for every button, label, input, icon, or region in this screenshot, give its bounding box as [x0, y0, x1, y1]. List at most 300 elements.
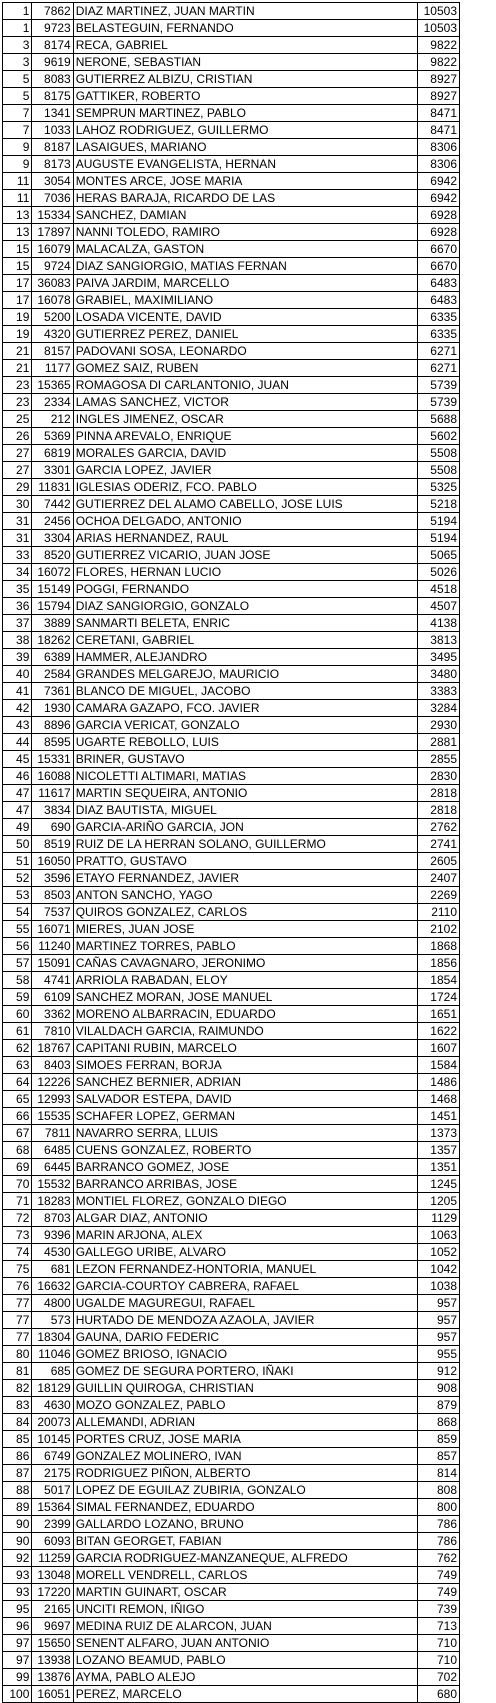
points-cell: 4507 — [417, 598, 459, 615]
points-cell: 1205 — [417, 1193, 459, 1210]
player-name-cell: LOSADA VICENTE, DAVID — [73, 309, 417, 326]
rank-cell: 30 — [3, 496, 32, 513]
player-name-cell: DIAZ SANGIORGIO, MATIAS FERNAN — [73, 258, 417, 275]
player-name-cell: RUIZ DE LA HERRAN SOLANO, GUILLERMO — [73, 836, 417, 853]
table-row — [3, 768, 460, 785]
rank-cell: 21 — [3, 343, 32, 360]
license-number-cell: 681 — [32, 1261, 73, 1278]
license-number-cell: 9619 — [32, 54, 73, 71]
table-row — [3, 139, 460, 156]
table-row — [3, 836, 460, 853]
table-row — [3, 1397, 460, 1414]
player-name-cell: HAMMER, ALEJANDRO — [73, 649, 417, 666]
points-cell: 5602 — [417, 428, 459, 445]
points-cell: 8927 — [417, 71, 459, 88]
points-cell: 800 — [417, 1499, 459, 1516]
rank-cell: 9 — [3, 156, 32, 173]
table-row — [3, 224, 460, 241]
table-row — [3, 921, 460, 938]
license-number-cell: 5369 — [32, 428, 73, 445]
license-number-cell: 8896 — [32, 717, 73, 734]
points-cell: 10503 — [417, 3, 459, 20]
player-name-cell: BELASTEGUIN, FERNANDO — [73, 20, 417, 37]
rank-cell: 15 — [3, 258, 32, 275]
rank-cell: 55 — [3, 921, 32, 938]
table-row — [3, 666, 460, 683]
player-name-cell: SANMARTI BELETA, ENRIC — [73, 615, 417, 632]
rank-cell: 63 — [3, 1057, 32, 1074]
points-cell: 2407 — [417, 870, 459, 887]
rank-cell: 93 — [3, 1584, 32, 1601]
rank-cell: 85 — [3, 1431, 32, 1448]
license-number-cell: 3054 — [32, 173, 73, 190]
table-row — [3, 581, 460, 598]
license-number-cell: 10145 — [32, 1431, 73, 1448]
points-cell: 1357 — [417, 1142, 459, 1159]
rank-cell: 61 — [3, 1023, 32, 1040]
table-row — [3, 1567, 460, 1584]
points-cell: 9822 — [417, 37, 459, 54]
license-number-cell: 12226 — [32, 1074, 73, 1091]
license-number-cell: 16072 — [32, 564, 73, 581]
player-name-cell: NANNI TOLEDO, RAMIRO — [73, 224, 417, 241]
license-number-cell: 9723 — [32, 20, 73, 37]
points-cell: 9822 — [417, 54, 459, 71]
points-cell: 814 — [417, 1465, 459, 1482]
points-cell: 6670 — [417, 241, 459, 258]
player-name-cell: FLORES, HERNAN LUCIO — [73, 564, 417, 581]
points-cell: 8306 — [417, 139, 459, 156]
license-number-cell: 3362 — [32, 1006, 73, 1023]
rank-cell: 33 — [3, 547, 32, 564]
license-number-cell: 16050 — [32, 853, 73, 870]
rank-cell: 11 — [3, 173, 32, 190]
rank-cell: 5 — [3, 88, 32, 105]
table-row — [3, 1125, 460, 1142]
table-row — [3, 1006, 460, 1023]
rank-cell: 1 — [3, 20, 32, 37]
points-cell: 710 — [417, 1635, 459, 1652]
rank-cell: 99 — [3, 1669, 32, 1686]
table-row — [3, 1261, 460, 1278]
table-row — [3, 88, 460, 105]
points-cell: 702 — [417, 1669, 459, 1686]
license-number-cell: 17220 — [32, 1584, 73, 1601]
table-row — [3, 530, 460, 547]
points-cell: 908 — [417, 1380, 459, 1397]
points-cell: 8306 — [417, 156, 459, 173]
license-number-cell: 690 — [32, 819, 73, 836]
license-number-cell: 13876 — [32, 1669, 73, 1686]
license-number-cell: 11831 — [32, 479, 73, 496]
rank-cell: 60 — [3, 1006, 32, 1023]
rank-cell: 38 — [3, 632, 32, 649]
table-row — [3, 1448, 460, 1465]
table-row — [3, 1601, 460, 1618]
points-cell: 6335 — [417, 326, 459, 343]
rank-cell: 69 — [3, 1159, 32, 1176]
points-cell: 1651 — [417, 1006, 459, 1023]
points-cell: 1486 — [417, 1074, 459, 1091]
license-number-cell: 4741 — [32, 972, 73, 989]
license-number-cell: 8503 — [32, 887, 73, 904]
rank-cell: 64 — [3, 1074, 32, 1091]
rank-cell: 21 — [3, 360, 32, 377]
points-cell: 957 — [417, 1295, 459, 1312]
points-cell: 2830 — [417, 768, 459, 785]
table-row — [3, 700, 460, 717]
points-cell: 5026 — [417, 564, 459, 581]
player-name-cell: ALLEMANDI, ADRIAN — [73, 1414, 417, 1431]
points-cell: 6942 — [417, 173, 459, 190]
table-row — [3, 1244, 460, 1261]
license-number-cell: 2165 — [32, 1601, 73, 1618]
license-number-cell: 8174 — [32, 37, 73, 54]
rank-cell: 72 — [3, 1210, 32, 1227]
rank-cell: 13 — [3, 224, 32, 241]
license-number-cell: 8703 — [32, 1210, 73, 1227]
table-row — [3, 1584, 460, 1601]
rank-cell: 15 — [3, 241, 32, 258]
license-number-cell: 2334 — [32, 394, 73, 411]
player-name-cell: GOMEZ BRIOSO, IGNACIO — [73, 1346, 417, 1363]
player-name-cell: CAÑAS CAVAGNARO, JERONIMO — [73, 955, 417, 972]
rank-cell: 89 — [3, 1499, 32, 1516]
rank-cell: 70 — [3, 1176, 32, 1193]
player-name-cell: GOMEZ DE SEGURA PORTERO, IÑAKI — [73, 1363, 417, 1380]
player-name-cell: BLANCO DE MIGUEL, JACOBO — [73, 683, 417, 700]
points-cell: 2110 — [417, 904, 459, 921]
player-name-cell: MALACALZA, GASTON — [73, 241, 417, 258]
license-number-cell: 8083 — [32, 71, 73, 88]
license-number-cell: 15364 — [32, 1499, 73, 1516]
points-cell: 680 — [417, 1686, 459, 1703]
rank-cell: 19 — [3, 326, 32, 343]
player-name-cell: GUTIERREZ ALBIZU, CRISTIAN — [73, 71, 417, 88]
table-row — [3, 360, 460, 377]
table-row — [3, 598, 460, 615]
license-number-cell: 3889 — [32, 615, 73, 632]
rank-cell: 31 — [3, 513, 32, 530]
points-cell: 4518 — [417, 581, 459, 598]
player-name-cell: PEREZ, MARCELO — [73, 1686, 417, 1703]
rank-cell: 74 — [3, 1244, 32, 1261]
player-name-cell: NICOLETTI ALTIMARI, MATIAS — [73, 768, 417, 785]
player-name-cell: PINNA AREVALO, ENRIQUE — [73, 428, 417, 445]
table-row — [3, 802, 460, 819]
rank-cell: 3 — [3, 37, 32, 54]
points-cell: 1622 — [417, 1023, 459, 1040]
points-cell: 762 — [417, 1550, 459, 1567]
table-row — [3, 122, 460, 139]
player-name-cell: GATTIKER, ROBERTO — [73, 88, 417, 105]
points-cell: 786 — [417, 1533, 459, 1550]
player-name-cell: MIERES, JUAN JOSE — [73, 921, 417, 938]
license-number-cell: 2175 — [32, 1465, 73, 1482]
player-name-cell: IGLESIAS ODERIZ, FCO. PABLO — [73, 479, 417, 496]
points-cell: 6483 — [417, 275, 459, 292]
rank-cell: 82 — [3, 1380, 32, 1397]
player-name-cell: BARRANCO ARRIBAS, JOSE — [73, 1176, 417, 1193]
player-name-cell: SIMAL FERNANDEZ, EDUARDO — [73, 1499, 417, 1516]
rank-cell: 66 — [3, 1108, 32, 1125]
rank-cell: 46 — [3, 768, 32, 785]
rank-cell: 47 — [3, 785, 32, 802]
player-name-cell: GONZALEZ MOLINERO, IVAN — [73, 1448, 417, 1465]
table-row — [3, 955, 460, 972]
points-cell: 1854 — [417, 972, 459, 989]
player-name-cell: UGALDE MAGUREGUI, RAFAEL — [73, 1295, 417, 1312]
points-cell: 1468 — [417, 1091, 459, 1108]
rank-cell: 5 — [3, 71, 32, 88]
player-name-cell: MORENO ALBARRACIN, EDUARDO — [73, 1006, 417, 1023]
license-number-cell: 15331 — [32, 751, 73, 768]
license-number-cell: 4630 — [32, 1397, 73, 1414]
license-number-cell: 3596 — [32, 870, 73, 887]
license-number-cell: 36083 — [32, 275, 73, 292]
table-row — [3, 1227, 460, 1244]
points-cell: 2605 — [417, 853, 459, 870]
license-number-cell: 16078 — [32, 292, 73, 309]
ranking-table — [2, 2, 460, 1703]
table-row — [3, 1278, 460, 1295]
table-row — [3, 1431, 460, 1448]
player-name-cell: SCHAFER LOPEZ, GERMAN — [73, 1108, 417, 1125]
rank-cell: 75 — [3, 1261, 32, 1278]
rank-cell: 7 — [3, 105, 32, 122]
table-row — [3, 1312, 460, 1329]
table-row — [3, 1669, 460, 1686]
table-row — [3, 1091, 460, 1108]
license-number-cell: 2399 — [32, 1516, 73, 1533]
license-number-cell: 212 — [32, 411, 73, 428]
license-number-cell: 4320 — [32, 326, 73, 343]
license-number-cell: 18283 — [32, 1193, 73, 1210]
license-number-cell: 18129 — [32, 1380, 73, 1397]
rank-cell: 25 — [3, 411, 32, 428]
rank-cell: 83 — [3, 1397, 32, 1414]
rank-cell: 26 — [3, 428, 32, 445]
license-number-cell: 11046 — [32, 1346, 73, 1363]
license-number-cell: 6485 — [32, 1142, 73, 1159]
rank-cell: 90 — [3, 1516, 32, 1533]
table-row — [3, 173, 460, 190]
table-row — [3, 1363, 460, 1380]
table-row — [3, 632, 460, 649]
table-row — [3, 3, 460, 20]
points-cell: 2741 — [417, 836, 459, 853]
table-row — [3, 275, 460, 292]
points-cell: 713 — [417, 1618, 459, 1635]
player-name-cell: POGGI, FERNANDO — [73, 581, 417, 598]
player-name-cell: SALVADOR ESTEPA, DAVID — [73, 1091, 417, 1108]
table-row — [3, 649, 460, 666]
points-cell: 955 — [417, 1346, 459, 1363]
rank-cell: 27 — [3, 462, 32, 479]
license-number-cell: 7810 — [32, 1023, 73, 1040]
points-cell: 1351 — [417, 1159, 459, 1176]
points-cell: 1868 — [417, 938, 459, 955]
license-number-cell: 16079 — [32, 241, 73, 258]
player-name-cell: LEZON FERNANDEZ-HONTORIA, MANUEL — [73, 1261, 417, 1278]
table-row — [3, 547, 460, 564]
license-number-cell: 2584 — [32, 666, 73, 683]
points-cell: 1063 — [417, 1227, 459, 1244]
rank-cell: 29 — [3, 479, 32, 496]
table-row — [3, 1040, 460, 1057]
points-cell: 957 — [417, 1329, 459, 1346]
table-row — [3, 1533, 460, 1550]
table-row — [3, 751, 460, 768]
license-number-cell: 7862 — [32, 3, 73, 20]
table-row — [3, 683, 460, 700]
table-row — [3, 190, 460, 207]
rank-cell: 95 — [3, 1601, 32, 1618]
table-row — [3, 1516, 460, 1533]
points-cell: 3813 — [417, 632, 459, 649]
rank-cell: 34 — [3, 564, 32, 581]
rank-cell: 36 — [3, 598, 32, 615]
license-number-cell: 5017 — [32, 1482, 73, 1499]
points-cell: 2818 — [417, 785, 459, 802]
table-row — [3, 938, 460, 955]
table-row — [3, 377, 460, 394]
table-row — [3, 1414, 460, 1431]
points-cell: 3284 — [417, 700, 459, 717]
table-row — [3, 853, 460, 870]
table-row — [3, 394, 460, 411]
player-name-cell: DIAZ MARTINEZ, JUAN MARTIN — [73, 3, 417, 20]
table-row — [3, 292, 460, 309]
points-cell: 5194 — [417, 530, 459, 547]
player-name-cell: MEDINA RUIZ DE ALARCON, JUAN — [73, 1618, 417, 1635]
points-cell: 6928 — [417, 207, 459, 224]
license-number-cell: 9396 — [32, 1227, 73, 1244]
player-name-cell: GUTIERREZ PEREZ, DANIEL — [73, 326, 417, 343]
points-cell: 5508 — [417, 462, 459, 479]
player-name-cell: BARRANCO GOMEZ, JOSE — [73, 1159, 417, 1176]
license-number-cell: 1341 — [32, 105, 73, 122]
license-number-cell: 15535 — [32, 1108, 73, 1125]
points-cell: 1451 — [417, 1108, 459, 1125]
rank-cell: 86 — [3, 1448, 32, 1465]
points-cell: 5218 — [417, 496, 459, 513]
license-number-cell: 8403 — [32, 1057, 73, 1074]
rank-cell: 11 — [3, 190, 32, 207]
rank-cell: 92 — [3, 1550, 32, 1567]
rank-cell: 62 — [3, 1040, 32, 1057]
rank-cell: 17 — [3, 275, 32, 292]
rank-cell: 84 — [3, 1414, 32, 1431]
table-row — [3, 1210, 460, 1227]
points-cell: 786 — [417, 1516, 459, 1533]
points-cell: 2762 — [417, 819, 459, 836]
license-number-cell: 8173 — [32, 156, 73, 173]
rank-cell: 68 — [3, 1142, 32, 1159]
table-row — [3, 1295, 460, 1312]
rank-cell: 96 — [3, 1618, 32, 1635]
license-number-cell: 15149 — [32, 581, 73, 598]
player-name-cell: MONTIEL FLOREZ, GONZALO DIEGO — [73, 1193, 417, 1210]
table-row — [3, 343, 460, 360]
rank-cell: 97 — [3, 1635, 32, 1652]
ranking-table-body — [3, 3, 460, 1703]
rank-cell: 49 — [3, 819, 32, 836]
table-row — [3, 1346, 460, 1363]
points-cell: 912 — [417, 1363, 459, 1380]
rank-cell: 19 — [3, 309, 32, 326]
player-name-cell: ARIAS HERNANDEZ, RAUL — [73, 530, 417, 547]
table-row — [3, 972, 460, 989]
rank-cell: 31 — [3, 530, 32, 547]
license-number-cell: 6109 — [32, 989, 73, 1006]
points-cell: 868 — [417, 1414, 459, 1431]
license-number-cell: 17897 — [32, 224, 73, 241]
points-cell: 8927 — [417, 88, 459, 105]
license-number-cell: 6093 — [32, 1533, 73, 1550]
rank-cell: 81 — [3, 1363, 32, 1380]
player-name-cell: GARCIA VERICAT, GONZALO — [73, 717, 417, 734]
table-row — [3, 819, 460, 836]
rank-cell: 39 — [3, 649, 32, 666]
player-name-cell: MARIN ARJONA, ALEX — [73, 1227, 417, 1244]
license-number-cell: 16632 — [32, 1278, 73, 1295]
license-number-cell: 4530 — [32, 1244, 73, 1261]
player-name-cell: GARCIA LOPEZ, JAVIER — [73, 462, 417, 479]
table-row — [3, 105, 460, 122]
license-number-cell: 3834 — [32, 802, 73, 819]
license-number-cell: 8520 — [32, 547, 73, 564]
table-row — [3, 887, 460, 904]
player-name-cell: PORTES CRUZ, JOSE MARIA — [73, 1431, 417, 1448]
license-number-cell: 9697 — [32, 1618, 73, 1635]
rank-cell: 88 — [3, 1482, 32, 1499]
points-cell: 10503 — [417, 20, 459, 37]
rank-cell: 27 — [3, 445, 32, 462]
player-name-cell: CAMARA GAZAPO, FCO. JAVIER — [73, 700, 417, 717]
rank-cell: 9 — [3, 139, 32, 156]
license-number-cell: 13938 — [32, 1652, 73, 1669]
rank-cell: 40 — [3, 666, 32, 683]
table-row — [3, 1652, 460, 1669]
player-name-cell: GARCIA RODRIGUEZ-MANZANEQUE, ALFREDO — [73, 1550, 417, 1567]
player-name-cell: SANCHEZ BERNIER, ADRIAN — [73, 1074, 417, 1091]
license-number-cell: 16051 — [32, 1686, 73, 1703]
license-number-cell: 18304 — [32, 1329, 73, 1346]
rank-cell: 51 — [3, 853, 32, 870]
rank-cell: 3 — [3, 54, 32, 71]
player-name-cell: GALLEGO URIBE, ALVARO — [73, 1244, 417, 1261]
table-row — [3, 241, 460, 258]
rank-cell: 13 — [3, 207, 32, 224]
player-name-cell: ETAYO FERNANDEZ, JAVIER — [73, 870, 417, 887]
table-row — [3, 904, 460, 921]
license-number-cell: 1033 — [32, 122, 73, 139]
player-name-cell: VILALDACH GARCIA, RAIMUNDO — [73, 1023, 417, 1040]
rank-cell: 58 — [3, 972, 32, 989]
rank-cell: 57 — [3, 955, 32, 972]
table-row — [3, 870, 460, 887]
rank-cell: 71 — [3, 1193, 32, 1210]
license-number-cell: 8157 — [32, 343, 73, 360]
table-row — [3, 326, 460, 343]
table-row — [3, 156, 460, 173]
rank-cell: 1 — [3, 3, 32, 20]
player-name-cell: NAVARRO SERRA, LLUIS — [73, 1125, 417, 1142]
points-cell: 749 — [417, 1584, 459, 1601]
player-name-cell: HERAS BARAJA, RICARDO DE LAS — [73, 190, 417, 207]
license-number-cell: 11617 — [32, 785, 73, 802]
